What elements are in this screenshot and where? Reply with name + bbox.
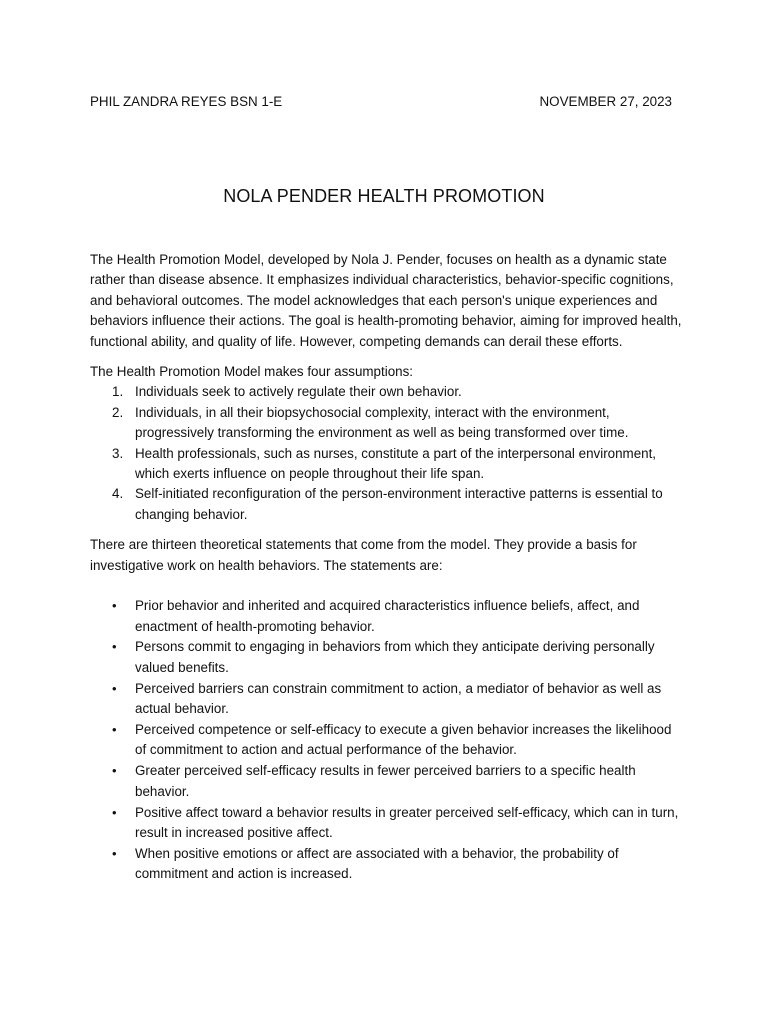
page-title: NOLA PENDER HEALTH PROMOTION bbox=[223, 186, 545, 206]
list-item bbox=[90, 679, 682, 720]
assumptions-list bbox=[90, 382, 682, 525]
list-item-text: Individuals seek to actively regulate their own behavior. bbox=[135, 384, 462, 400]
list-item bbox=[90, 484, 682, 525]
bullet-icon: • bbox=[112, 639, 117, 655]
bullet-icon: • bbox=[112, 804, 117, 820]
list-item bbox=[90, 803, 682, 844]
list-item-text: Perceived competence or self-efficacy to execute a given behavior increases the likelihood of commitment to action and actual performance of the behavior. bbox=[135, 722, 672, 758]
statements-intro: There are thirteen theoretical statements that come from the model. They provide a basis for investigative work on health behaviors. The statements are: bbox=[90, 537, 637, 573]
list-item bbox=[90, 382, 682, 402]
author-line: PHIL ZANDRA REYES BSN 1-E bbox=[90, 94, 283, 109]
list-item-text: Persons commit to engaging in behaviors from which they anticipate deriving personally valued benefits. bbox=[135, 639, 655, 675]
list-number: 1. bbox=[112, 384, 124, 400]
list-item-text: Health professionals, such as nurses, constitute a part of the interpersonal environment, which exerts influence on people throughout their life span. bbox=[135, 445, 657, 482]
list-item-text: Perceived barriers can constrain commitment to action, a mediator of behavior as well as actual behavior. bbox=[135, 680, 662, 717]
list-item bbox=[90, 403, 682, 444]
document-body bbox=[90, 250, 682, 885]
bullet-icon: • bbox=[112, 680, 117, 696]
list-item-text: Greater perceived self-efficacy results in fewer perceived barriers to a specific health behavior. bbox=[135, 763, 636, 799]
list-item bbox=[90, 720, 682, 761]
list-item bbox=[90, 637, 682, 678]
list-item-text: Prior behavior and inherited and acquired characteristics influence beliefs, affect, and enactment of health-promoting behavior. bbox=[135, 598, 640, 634]
bullet-icon: • bbox=[112, 845, 117, 861]
list-number: 2. bbox=[112, 404, 124, 420]
statements-list bbox=[90, 596, 682, 885]
list-item bbox=[90, 444, 682, 485]
assumptions-lead: The Health Promotion Model makes four assumptions: bbox=[90, 364, 414, 380]
date-line: NOVEMBER 27, 2023 bbox=[539, 94, 672, 109]
intro-paragraph: The Health Promotion Model, developed by Nola J. Pender, focuses on health as a dynamic state rather than disease absence. It emphasizes individual characteristics, behavior-specific cognitions, and behavioral outcomes. The model acknowledges that each person's unique experiences and behaviors influence their actions. The goal is health-promoting behavior, aiming for improved health, functional ability, and quality of life. However, competing demands can derail these efforts. bbox=[90, 252, 682, 349]
list-item-text: Positive affect toward a behavior results in greater perceived self-efficacy, which can in turn, result in increased positive affect. bbox=[135, 804, 679, 841]
list-item-text: Self-initiated reconfiguration of the person-environment interactive patterns is essential to changing behavior. bbox=[135, 486, 663, 522]
list-number: 4. bbox=[112, 486, 124, 502]
list-item bbox=[90, 761, 682, 802]
list-item-text: When positive emotions or affect are associated with a behavior, the probability of commitment and action is increased. bbox=[135, 845, 619, 882]
bullet-icon: • bbox=[112, 722, 117, 738]
list-item bbox=[90, 844, 682, 885]
bullet-icon: • bbox=[112, 763, 117, 779]
list-item-text: Individuals, in all their biopsychosocial complexity, interact with the environment, progressively transforming the environment as well as being transformed over time. bbox=[135, 404, 629, 441]
list-number: 3. bbox=[112, 445, 124, 461]
list-item bbox=[90, 596, 682, 637]
bullet-icon: • bbox=[112, 598, 117, 614]
